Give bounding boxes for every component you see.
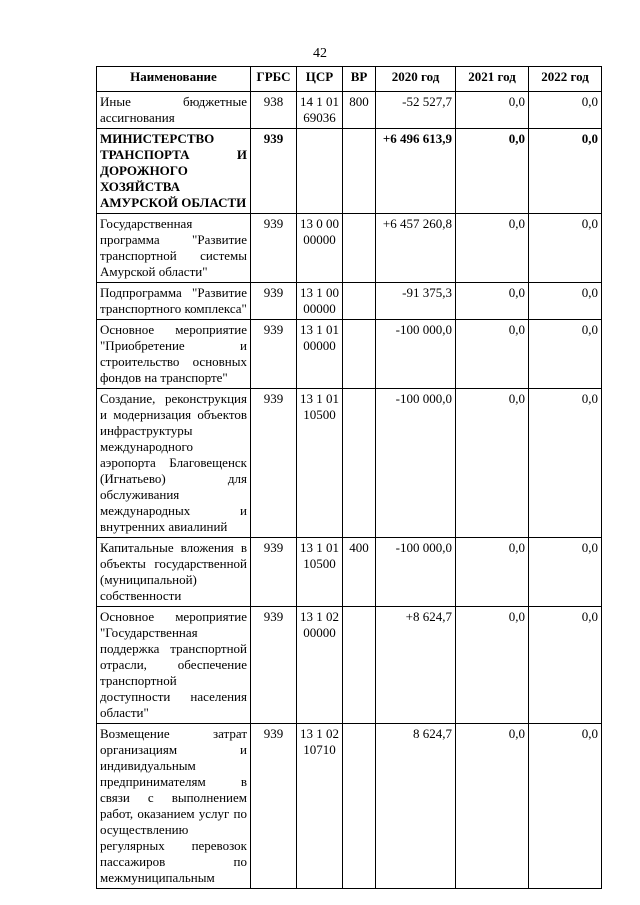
header-vr: ВР <box>343 67 376 92</box>
cell-vr <box>343 320 376 389</box>
cell-csr: 13 1 00 00000 <box>297 283 343 320</box>
page-number: 42 <box>313 46 327 61</box>
cell-csr: 13 0 00 00000 <box>297 214 343 283</box>
cell-name: МИНИСТЕРСТВО ТРАНСПОРТА И ДОРОЖНОГО ХОЗЯЙСТВА АМУРСКОЙ ОБЛАСТИ <box>97 129 251 214</box>
budget-table <box>96 66 602 889</box>
table-row <box>97 92 602 129</box>
cell-vr: 400 <box>343 538 376 607</box>
cell-y2020: -91 375,3 <box>376 283 456 320</box>
cell-name: Возмещение затрат организациям и индивидуальным предпринимателям в связи с выполнением работ, оказанием услуг по осуществлению регулярных перевозок пассажиров по межмуниципальным <box>97 724 251 889</box>
cell-grbs: 939 <box>251 724 297 889</box>
cell-name: Подпрограмма "Развитие транспортного комплекса" <box>97 283 251 320</box>
cell-name: Основное мероприятие "Приобретение и строительство основных фондов на транспорте" <box>97 320 251 389</box>
cell-name: Создание, реконструкция и модернизация объектов инфраструктуры международного аэропорта Благовещенск (Игнатьево) для обслуживания международных и внутренних авиалиний <box>97 389 251 538</box>
cell-y2021: 0,0 <box>456 214 529 283</box>
table-row <box>97 283 602 320</box>
cell-y2021: 0,0 <box>456 724 529 889</box>
table-row <box>97 724 602 889</box>
cell-y2022: 0,0 <box>529 214 602 283</box>
table-row <box>97 389 602 538</box>
cell-y2020: -52 527,7 <box>376 92 456 129</box>
cell-grbs: 939 <box>251 129 297 214</box>
table-row <box>97 129 602 214</box>
cell-csr: 13 1 01 00000 <box>297 320 343 389</box>
header-2020: 2020 год <box>376 67 456 92</box>
header-name: Наименование <box>97 67 251 92</box>
cell-grbs: 939 <box>251 389 297 538</box>
cell-grbs: 939 <box>251 283 297 320</box>
cell-y2022: 0,0 <box>529 389 602 538</box>
cell-grbs: 939 <box>251 538 297 607</box>
cell-y2021: 0,0 <box>456 283 529 320</box>
cell-y2020: -100 000,0 <box>376 320 456 389</box>
cell-vr <box>343 214 376 283</box>
cell-y2021: 0,0 <box>456 92 529 129</box>
cell-name: Основное мероприятие "Государственная поддержка транспортной отрасли, обеспечение транспортной доступности населения области" <box>97 607 251 724</box>
cell-y2021: 0,0 <box>456 320 529 389</box>
cell-y2021: 0,0 <box>456 607 529 724</box>
cell-name: Иные бюджетные ассигнования <box>97 92 251 129</box>
table-row <box>97 607 602 724</box>
header-csr: ЦСР <box>297 67 343 92</box>
cell-y2022: 0,0 <box>529 283 602 320</box>
cell-csr: 13 1 02 10710 <box>297 724 343 889</box>
cell-grbs: 938 <box>251 92 297 129</box>
cell-grbs: 939 <box>251 214 297 283</box>
cell-y2022: 0,0 <box>529 320 602 389</box>
cell-csr: 13 1 01 10500 <box>297 538 343 607</box>
cell-y2022: 0,0 <box>529 607 602 724</box>
cell-csr: 14 1 01 69036 <box>297 92 343 129</box>
cell-y2020: +6 496 613,9 <box>376 129 456 214</box>
cell-vr <box>343 607 376 724</box>
cell-y2021: 0,0 <box>456 538 529 607</box>
cell-y2022: 0,0 <box>529 129 602 214</box>
cell-name: Капитальные вложения в объекты государственной (муниципальной) собственности <box>97 538 251 607</box>
cell-grbs: 939 <box>251 607 297 724</box>
header-grbs: ГРБС <box>251 67 297 92</box>
cell-vr <box>343 389 376 538</box>
cell-y2020: 8 624,7 <box>376 724 456 889</box>
cell-y2022: 0,0 <box>529 538 602 607</box>
cell-y2022: 0,0 <box>529 724 602 889</box>
table-row <box>97 214 602 283</box>
cell-csr <box>297 129 343 214</box>
cell-grbs: 939 <box>251 320 297 389</box>
cell-y2020: +8 624,7 <box>376 607 456 724</box>
cell-y2020: +6 457 260,8 <box>376 214 456 283</box>
cell-y2020: -100 000,0 <box>376 389 456 538</box>
cell-csr: 13 1 02 00000 <box>297 607 343 724</box>
cell-y2021: 0,0 <box>456 129 529 214</box>
table-row <box>97 538 602 607</box>
cell-csr: 13 1 01 10500 <box>297 389 343 538</box>
cell-vr <box>343 724 376 889</box>
header-2022: 2022 год <box>529 67 602 92</box>
cell-vr <box>343 129 376 214</box>
cell-vr <box>343 283 376 320</box>
table-row <box>97 320 602 389</box>
header-2021: 2021 год <box>456 67 529 92</box>
cell-y2021: 0,0 <box>456 389 529 538</box>
table-header-row <box>97 67 602 92</box>
cell-y2022: 0,0 <box>529 92 602 129</box>
cell-vr: 800 <box>343 92 376 129</box>
cell-name: Государственная программа "Развитие транспортной системы Амурской области" <box>97 214 251 283</box>
cell-y2020: -100 000,0 <box>376 538 456 607</box>
